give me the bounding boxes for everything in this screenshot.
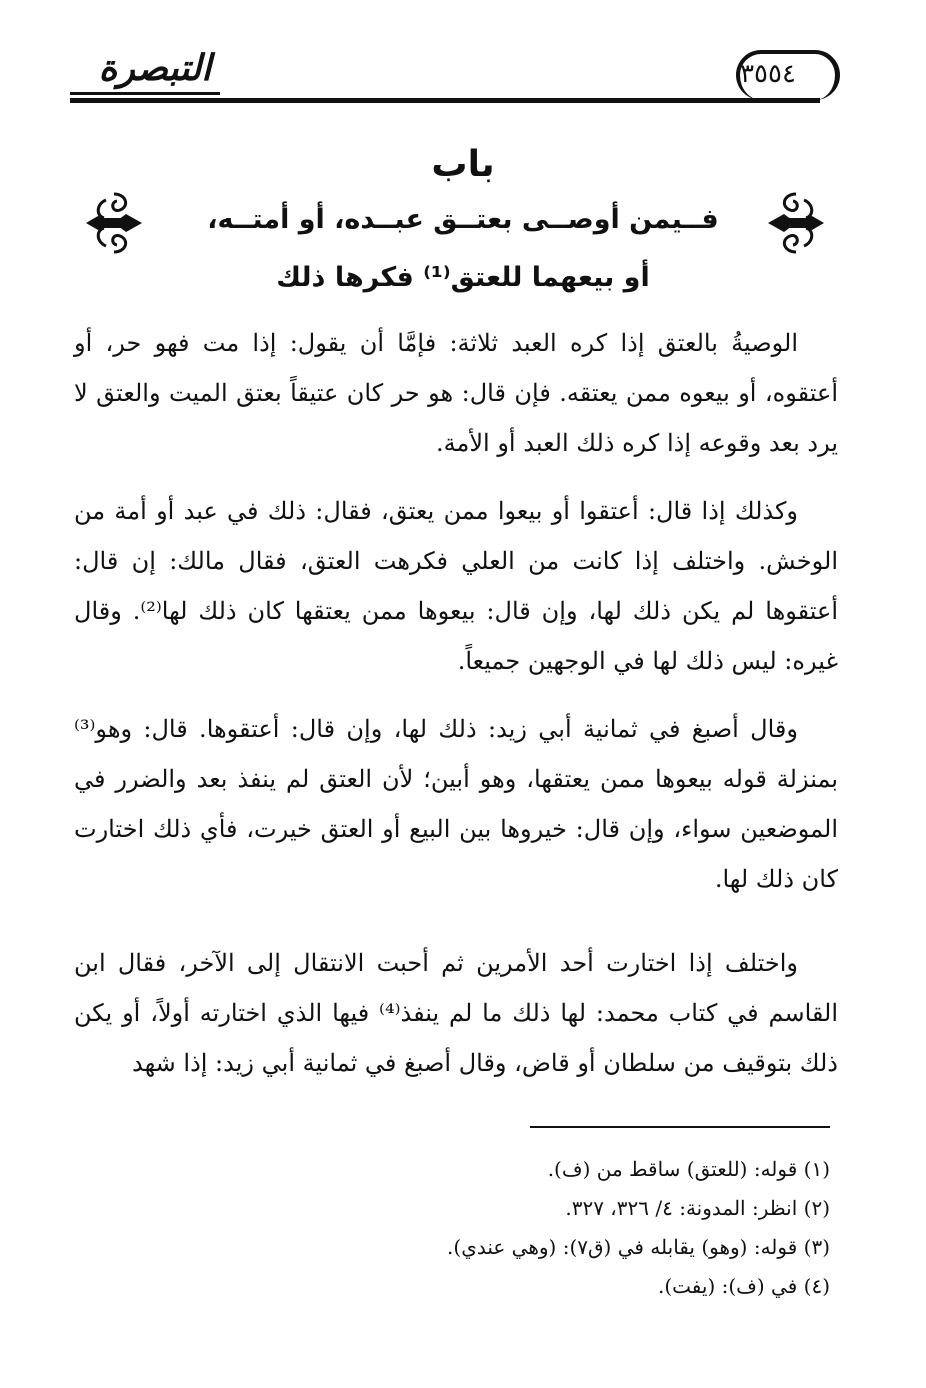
footnote-item: (٢) انظر: المدونة: ٤/ ٣٢٦، ٣٢٧. (565, 1196, 830, 1220)
title-underline (70, 92, 220, 95)
footnotes (130, 1150, 830, 1306)
body-paragraph (74, 318, 838, 468)
arabesque-ornament-icon (766, 188, 826, 258)
body-paragraph (74, 704, 838, 904)
footnote-separator (530, 1126, 830, 1128)
page-header (70, 42, 860, 114)
book-title: التبصرة (98, 47, 212, 89)
footnote-item: (٣) قوله: (وهو) يقابله في (ق٧): (وهي عندي). (447, 1235, 830, 1259)
header-rule (70, 98, 820, 103)
body-paragraph (74, 486, 838, 686)
chapter-title-line-1: فــيمن أوصــى بعتــق عبــده، أو أمتــه، (207, 204, 719, 235)
chapter-title-line-2: أو بيعهما للعتق⁽¹⁾ فكرها ذلك (276, 262, 650, 293)
chapter-label: باب (431, 144, 495, 185)
page-number: ٣٥٥٤ (740, 59, 796, 89)
arabesque-ornament-icon (84, 188, 144, 258)
paragraph-text: وقال أصبغ في ثمانية أبي زيد: ذلك لها، وإن قال: أعتقوها. قال: وهو⁽³⁾ بمنزلة قوله بيعوها ممن يعتقها، وهو أبين؛ لأن العتق لم ينفذ بعد والضرر في الموضعين سواء، وإن قال: خيروها بين البيع أو العتق خيرت، فأي ذلك اختارت كان ذلك لها. (74, 715, 839, 893)
footnote-item: (٤) في (ف): (يفت). (657, 1274, 830, 1298)
paragraph-text: وكذلك إذا قال: أعتقوا أو بيعوا ممن يعتق، فقال: ذلك في عبد أو أمة من الوخش. واختلف إذا كانت من العلي فكرهت العتق، فقال مالك: إن قال: أعتقوها لم يكن ذلك لها، وإن قال: بيعوها ممن يعتقها كان ذلك لها⁽²⁾. وقال غيره: ليس ذلك لها في الوجهين جميعاً. (74, 497, 839, 675)
footnote-item: (١) قوله: (للعتق) ساقط من (ف). (547, 1157, 830, 1181)
paragraph-text: واختلف إذا اختارت أحد الأمرين ثم أحبت الانتقال إلى الآخر، فقال ابن القاسم في كتاب محمد: لها ذلك ما لم ينفذ⁽⁴⁾ فيها الذي اختارته أولاً، أو يكن ذلك بتوقيف من سلطان أو قاض، وقال أصبغ في ثمانية أبي زيد: إذا شهد (74, 949, 839, 1077)
body-paragraph (74, 938, 838, 1088)
paragraph-text: الوصيةُ بالعتق إذا كره العبد ثلاثة: فإمَّا أن يقول: إذا مت فهو حر، أو أعتقوه، أو بيعوه ممن يعتقه. فإن قال: هو حر كان عتيقاً بعتق الميت والعتق لا يرد بعد وقوعه إذا كره ذلك العبد أو الأمة. (74, 329, 838, 457)
